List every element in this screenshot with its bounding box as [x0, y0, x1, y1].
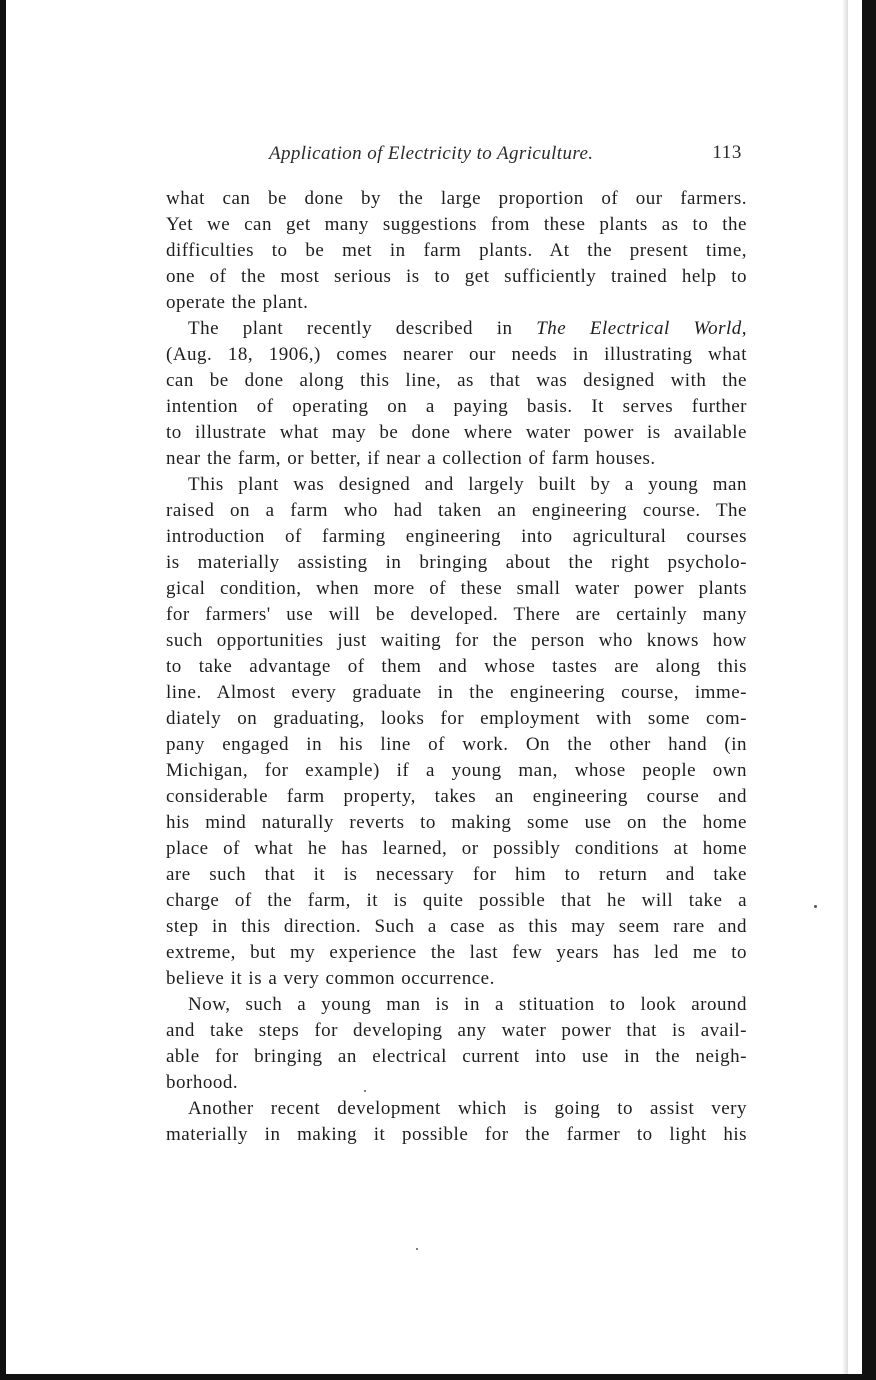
text-line: charge of the farm, it is quite possible that he will take a [166, 890, 747, 911]
text-line: extreme, but my experience the last few years has led me to [166, 942, 747, 963]
spine-shadow [842, 0, 848, 1374]
body-text [166, 186, 747, 1148]
text-line: materially in making it possible for the farmer to light his [166, 1124, 747, 1145]
text-line: Another recent development which is going to assist very [188, 1098, 747, 1119]
text-line: to take advantage of them and whose tastes are along this [166, 656, 747, 677]
text-line: Now, such a young man is in a stituation to look around [188, 994, 747, 1015]
text-line: difficulties to be met in farm plants. At the present time, [166, 240, 747, 261]
text-line: are such that it is necessary for him to return and take [166, 864, 747, 885]
text-line: This plant was designed and largely built by a young man [188, 474, 747, 495]
text-line: can be done along this line, as that was designed with the [166, 370, 747, 391]
running-head [261, 140, 746, 170]
scan-speck [364, 1090, 366, 1092]
scan-speck [814, 905, 817, 908]
text-line: considerable farm property, takes an engineering course and [166, 786, 747, 807]
text-line: is materially assisting in bringing about the right psycholo- [166, 552, 747, 573]
text-line: and take steps for developing any water power that is avail- [166, 1020, 747, 1041]
text-line: believe it is a very common occurrence. [166, 968, 495, 989]
text-line: gical condition, when more of these small water power plants [166, 578, 747, 599]
text-line: (Aug. 18, 1906,) comes nearer our needs in illustrating what [166, 344, 747, 365]
text-line: Michigan, for example) if a young man, whose people own [166, 760, 747, 781]
text-line: Yet we can get many suggestions from these plants as to the [166, 214, 747, 235]
running-title: Application of Electricity to Agriculture. [269, 143, 594, 164]
scan-speck [416, 1248, 418, 1250]
text-line: intention of operating on a paying basis. It serves further [166, 396, 747, 417]
text-line: borhood. [166, 1072, 239, 1093]
text-span: The plant recently described in [188, 318, 537, 339]
text-line: able for bringing an electrical current into use in the neigh- [166, 1046, 747, 1067]
text-line: pany engaged in his line of work. On the other hand (in [166, 734, 747, 755]
journal-title: The Electrical World, [536, 318, 748, 339]
text-line: diately on graduating, looks for employment with some com- [166, 708, 747, 729]
text-line [166, 316, 747, 342]
text-line: place of what he has learned, or possibly conditions at home [166, 838, 747, 859]
text-line: what can be done by the large proportion of our farmers. [166, 188, 747, 209]
text-line: near the farm, or better, if near a collection of farm houses. [166, 448, 656, 469]
text-line: raised on a farm who had taken an engineering course. The [166, 500, 747, 521]
text-line: step in this direction. Such a case as this may seem rare and [166, 916, 747, 937]
text-line: his mind naturally reverts to making some use on the home [166, 812, 747, 833]
text-line: one of the most serious is to get sufficiently trained help to [166, 266, 747, 287]
text-line: for farmers' use will be developed. There are certainly many [166, 604, 747, 625]
text-line: such opportunities just waiting for the person who knows how [166, 630, 747, 651]
page-number: 113 [712, 142, 742, 163]
text-line: to illustrate what may be done where water power is available [166, 422, 747, 443]
text-line: line. Almost every graduate in the engineering course, imme- [166, 682, 747, 703]
text-line: operate the plant. [166, 292, 309, 313]
text-line: introduction of farming engineering into agricultural courses [166, 526, 747, 547]
